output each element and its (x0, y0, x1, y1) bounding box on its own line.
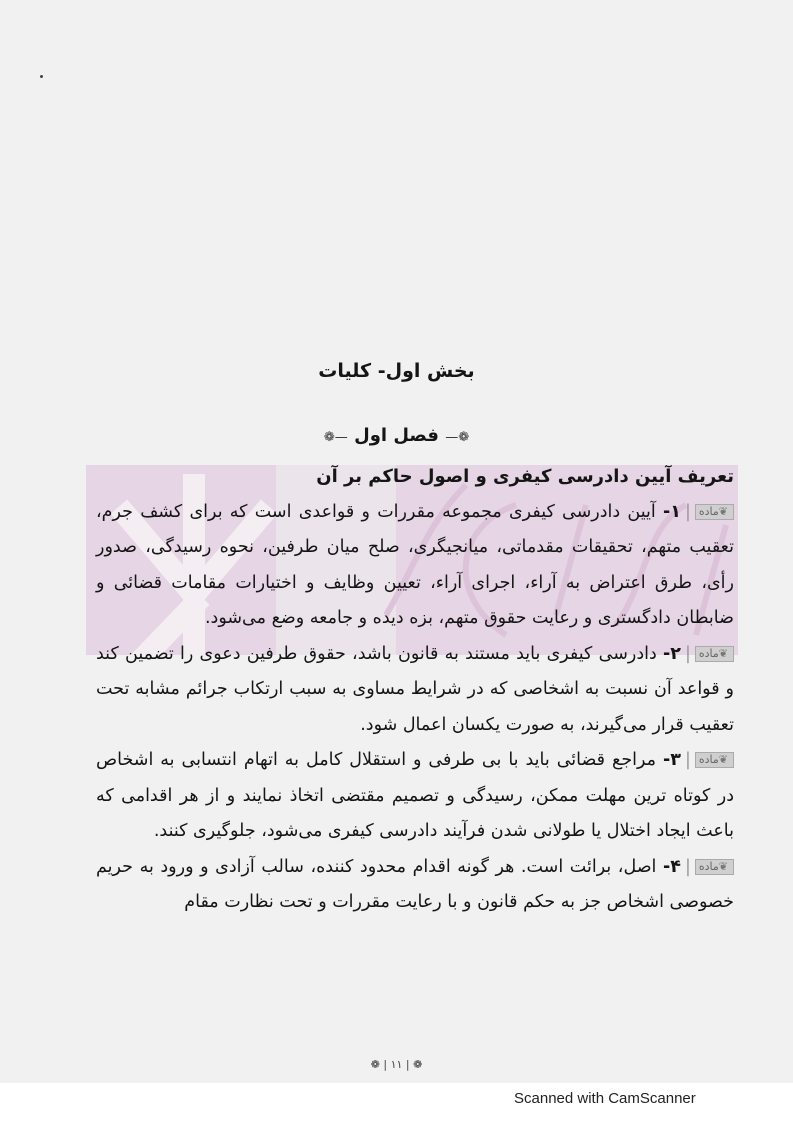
article-number: ۳- (663, 750, 681, 770)
article-number: ۴- (663, 856, 681, 877)
article-2 (96, 637, 734, 744)
article-text: مراجع قضائی باید با بی طرفی و استقلال کامل به اتهام انتسابی به اشخاص در کوتاه ترین مهلت ممکن، رسیدگی و تصمیم مقتضی اتخاذ نمایند و از هر اقدامی که باعث ایجاد اختلال یا طولانی شدن فرآیند دادرسی کیفری می‌شود، جلوگیری کنند. (96, 750, 734, 841)
article-marker-label: ماده (698, 753, 719, 766)
article-separator: | (684, 501, 691, 522)
article-separator: | (684, 643, 691, 664)
page-number: ۱۱ (390, 1058, 403, 1071)
page-ornament-left-icon: ❁ (370, 1058, 380, 1071)
chapter-ornament-left-icon: —❁ (323, 430, 348, 445)
leaf-ornament-icon: ❦ (718, 859, 728, 873)
article-text: آیین دادرسی کیفری مجموعه مقررات و قواعدی است که برای کشف جرم، تعقیب متهم، تحقیقات مقدماتی، میانجیگری، صلح میان طرفین، نحوه رسیدگی، صدور رأی، طرق اعتراض به آراء، اجرای آراء، تعیین وظایف و اختیارات مقامات قضائی و ضابطان دادگستری و رعایت حقوق متهم، بزه دیده و جامعه وضع می‌شود. (96, 501, 734, 628)
article-marker-label: ماده (698, 859, 719, 873)
article-text: اصل، برائت است. هر گونه اقدام محدود کننده، سالب آزادی و ورود به حریم خصوصی اشخاص جز به حکم قانون و با رعایت مقررات و تحت نظارت مقام (96, 856, 734, 912)
part-title: بخش اول- کلیات (318, 360, 475, 382)
article-3 (96, 743, 734, 850)
article-marker-icon (695, 859, 734, 875)
article-marker-label: ماده (698, 504, 719, 518)
section-heading: تعریف آیین دادرسی کیفری و اصول حاکم بر آن (316, 466, 734, 487)
article-separator: | (684, 856, 691, 877)
scanner-watermark-text: Scanned with CamScanner (514, 1090, 696, 1107)
article-separator: | (684, 750, 691, 770)
article-marker-icon (695, 646, 734, 662)
page-ornament-right-icon: ❁ (413, 1058, 423, 1071)
document-body (96, 459, 734, 921)
scan-speck (40, 75, 43, 78)
chapter-title (0, 425, 793, 446)
leaf-ornament-icon: ❦ (718, 753, 728, 766)
article-number: ۱- (663, 501, 681, 522)
article-text: دادرسی کیفری باید مستند به قانون باشد، حقوق طرفین دعوی را تضمین کند و قواعد آن نسبت به اشخاصی که در شرایط مساوی به سبب ارتکاب جرائم مشابه تحت تعقیب قرار می‌گیرند، به صورت یکسان اعمال شود. (96, 643, 734, 735)
chapter-ornament-right-icon: ❁— (445, 430, 470, 445)
article-1 (96, 495, 734, 637)
page-number-footer (0, 1058, 793, 1071)
chapter-title-text: فصل اول (354, 425, 439, 446)
page-number-separator: | (405, 1058, 410, 1071)
article-marker-icon (695, 504, 734, 520)
article-marker-icon (695, 752, 734, 768)
article-marker-label: ماده (698, 646, 719, 660)
leaf-ornament-icon: ❦ (718, 646, 728, 660)
page-number-separator: | (383, 1058, 388, 1071)
leaf-ornament-icon: ❦ (718, 504, 728, 518)
article-4 (96, 850, 734, 921)
article-number: ۲- (663, 643, 681, 664)
